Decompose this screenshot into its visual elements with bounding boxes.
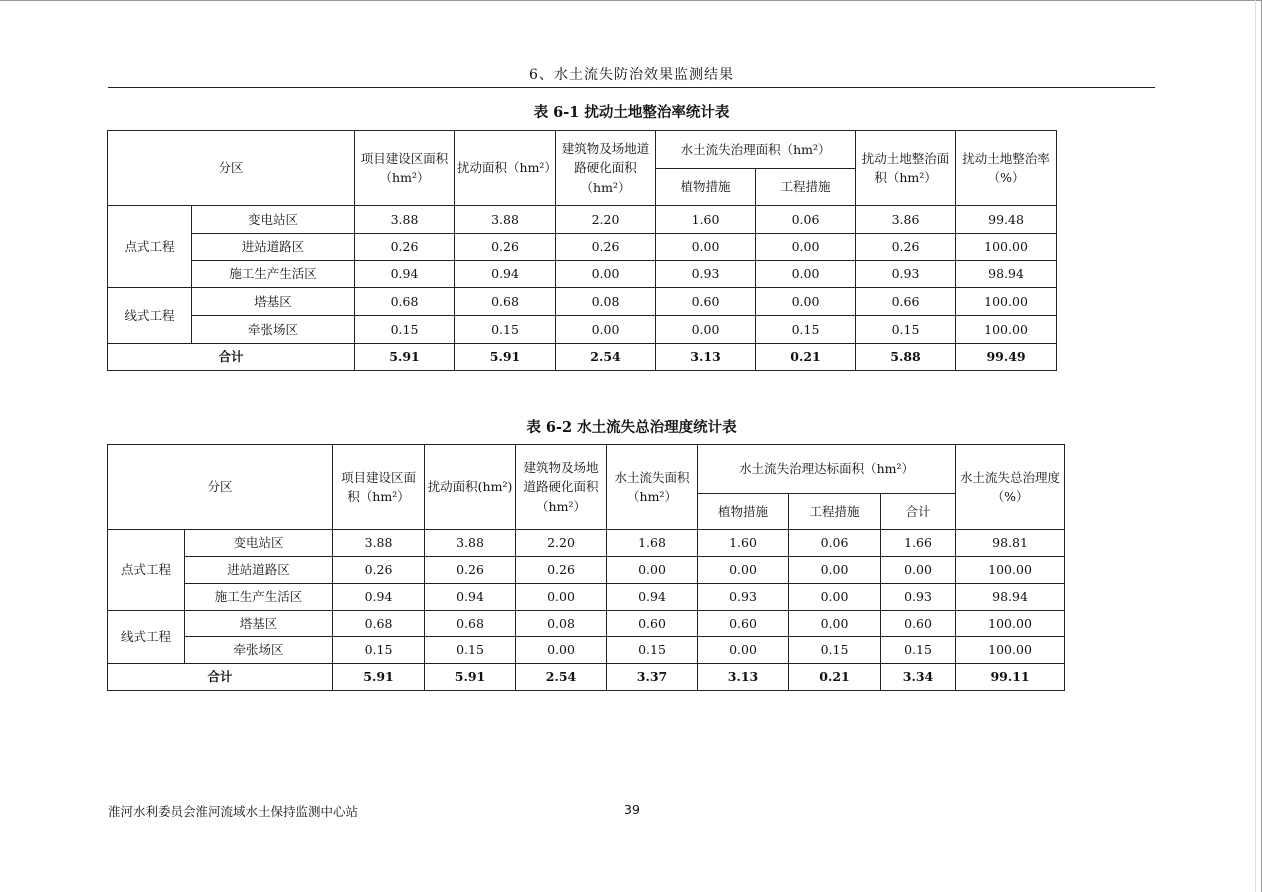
page-number: 39 [624, 802, 640, 817]
t2-zone: 变电站区 [185, 530, 333, 557]
t1-h-disturbed-area: 扰动面积（hm²） [455, 131, 556, 206]
t2-zone: 施工生产生活区 [185, 584, 333, 611]
t2-cell: 0.00 [881, 557, 956, 584]
t2-cell: 0.26 [516, 557, 607, 584]
t1-total-cell: 5.88 [856, 344, 956, 371]
t1-cell: 0.60 [656, 288, 756, 316]
table-row [108, 584, 1065, 611]
t2-cell: 0.93 [698, 584, 789, 611]
t2-group-line: 线式工程 [108, 611, 185, 664]
total-row [108, 344, 1057, 371]
t2-cell: 98.81 [956, 530, 1065, 557]
t1-total-label: 合计 [108, 344, 355, 371]
t1-cell: 0.00 [756, 261, 856, 288]
table-row [108, 234, 1057, 261]
t1-total-cell: 2.54 [556, 344, 656, 371]
page-border-right-inner [1255, 0, 1256, 892]
t2-zone: 塔基区 [185, 611, 333, 637]
t2-cell: 0.93 [881, 584, 956, 611]
t2-h-project-area: 项目建设区面积（hm²） [333, 445, 425, 530]
t1-cell: 0.15 [455, 316, 556, 344]
table1 [107, 130, 1057, 371]
t2-cell: 0.94 [425, 584, 516, 611]
t2-cell: 0.00 [789, 557, 881, 584]
t1-cell: 2.20 [556, 206, 656, 234]
t2-cell: 0.26 [425, 557, 516, 584]
t1-cell: 100.00 [956, 288, 1057, 316]
table-row [108, 288, 1057, 316]
t2-cell: 0.00 [516, 584, 607, 611]
t1-h-project-area: 项目建设区面积（hm²） [355, 131, 455, 206]
table-row [108, 637, 1065, 664]
t1-cell: 0.66 [856, 288, 956, 316]
t2-zone: 牵张场区 [185, 637, 333, 664]
t2-cell: 0.68 [333, 611, 425, 637]
t2-h-plant: 植物措施 [698, 494, 789, 530]
t2-cell: 100.00 [956, 611, 1065, 637]
t2-cell: 0.00 [698, 557, 789, 584]
t1-cell: 0.26 [856, 234, 956, 261]
t2-cell: 100.00 [956, 637, 1065, 664]
table2 [107, 444, 1065, 691]
t1-zone: 塔基区 [192, 288, 355, 316]
t1-zone: 牵张场区 [192, 316, 355, 344]
t1-cell: 3.88 [455, 206, 556, 234]
table-row [108, 261, 1057, 288]
t2-h-total-rate: 水土流失总治理度（%） [956, 445, 1065, 530]
t1-cell: 0.94 [355, 261, 455, 288]
t1-h-treated-group: 水土流失治理面积（hm²） [656, 131, 856, 169]
t1-h-engineering: 工程措施 [756, 169, 856, 206]
t2-cell: 0.94 [333, 584, 425, 611]
t2-cell: 0.08 [516, 611, 607, 637]
t1-zone: 施工生产生活区 [192, 261, 355, 288]
t1-cell: 98.94 [956, 261, 1057, 288]
t2-h-subtotal: 合计 [881, 494, 956, 530]
t1-cell: 0.68 [355, 288, 455, 316]
t1-total-cell: 99.49 [956, 344, 1057, 371]
t2-zone: 进站道路区 [185, 557, 333, 584]
t2-cell: 0.00 [607, 557, 698, 584]
t2-cell: 3.88 [425, 530, 516, 557]
t2-cell: 1.68 [607, 530, 698, 557]
t1-cell: 0.15 [355, 316, 455, 344]
t1-cell: 0.06 [756, 206, 856, 234]
t1-cell: 100.00 [956, 316, 1057, 344]
t2-total-cell: 3.34 [881, 664, 956, 691]
t2-cell: 0.60 [881, 611, 956, 637]
t1-group-point: 点式工程 [108, 206, 192, 288]
t1-group-line: 线式工程 [108, 288, 192, 344]
t2-cell: 0.15 [425, 637, 516, 664]
page-border-top [0, 0, 1262, 1]
t1-h-hardened-area: 建筑物及场地道路硬化面积（hm²） [556, 131, 656, 206]
t2-cell: 100.00 [956, 557, 1065, 584]
t2-cell: 0.06 [789, 530, 881, 557]
table2-caption: 表 6-2 水土流失总治理度统计表 [526, 419, 737, 436]
t2-cell: 0.15 [607, 637, 698, 664]
t2-cell: 1.66 [881, 530, 956, 557]
t2-cell: 98.94 [956, 584, 1065, 611]
table-row [108, 206, 1057, 234]
t1-zone: 进站道路区 [192, 234, 355, 261]
t2-cell: 0.60 [698, 611, 789, 637]
t1-cell: 0.15 [756, 316, 856, 344]
t1-h-plant: 植物措施 [656, 169, 756, 206]
table1-caption: 表 6-1 扰动土地整治率统计表 [533, 104, 730, 121]
t2-h-treated-group: 水土流失治理达标面积（hm²） [698, 445, 956, 494]
t2-cell: 0.26 [333, 557, 425, 584]
t1-cell: 0.00 [556, 316, 656, 344]
t2-total-cell: 5.91 [425, 664, 516, 691]
t2-total-cell: 2.54 [516, 664, 607, 691]
t2-group-point: 点式工程 [108, 530, 185, 611]
footer-organization: 淮河水利委员会淮河流域水土保持监测中心站 [108, 804, 359, 819]
table-row [108, 557, 1065, 584]
t2-total-cell: 99.11 [956, 664, 1065, 691]
t2-total-cell: 3.13 [698, 664, 789, 691]
t2-total-cell: 0.21 [789, 664, 881, 691]
t2-cell: 0.00 [789, 611, 881, 637]
t1-total-cell: 5.91 [455, 344, 556, 371]
t1-total-cell: 0.21 [756, 344, 856, 371]
total-row [108, 664, 1065, 691]
t2-cell: 1.60 [698, 530, 789, 557]
t2-cell: 0.15 [333, 637, 425, 664]
t1-h-rehab-rate: 扰动土地整治率（%） [956, 131, 1057, 206]
t2-cell: 0.94 [607, 584, 698, 611]
t1-cell: 0.68 [455, 288, 556, 316]
header-rule [108, 87, 1155, 88]
t2-h-hardened-area: 建筑物及场地道路硬化面积（hm²） [516, 445, 607, 530]
t2-cell: 0.68 [425, 611, 516, 637]
t1-cell: 0.00 [756, 234, 856, 261]
t2-cell: 2.20 [516, 530, 607, 557]
t1-h-rehab-area: 扰动土地整治面积（hm²） [856, 131, 956, 206]
t1-cell: 99.48 [956, 206, 1057, 234]
t1-cell: 0.26 [455, 234, 556, 261]
t2-total-cell: 3.37 [607, 664, 698, 691]
t2-h-disturbed-area: 扰动面积(hm²) [425, 445, 516, 530]
t1-cell: 0.15 [856, 316, 956, 344]
t1-cell: 0.93 [656, 261, 756, 288]
t1-cell: 0.26 [556, 234, 656, 261]
t1-cell: 3.86 [856, 206, 956, 234]
t2-cell: 0.00 [516, 637, 607, 664]
t1-cell: 0.08 [556, 288, 656, 316]
t2-cell: 0.00 [789, 584, 881, 611]
t1-cell: 0.00 [656, 316, 756, 344]
t1-cell: 0.26 [355, 234, 455, 261]
table-row [108, 530, 1065, 557]
section-header: 6、水土流失防治效果监测结果 [529, 67, 734, 83]
t2-cell: 0.00 [698, 637, 789, 664]
t2-h-zone: 分区 [108, 445, 333, 530]
t2-cell: 0.60 [607, 611, 698, 637]
t1-cell: 1.60 [656, 206, 756, 234]
t1-cell: 0.00 [656, 234, 756, 261]
t2-h-erosion-area: 水土流失面积（hm²） [607, 445, 698, 530]
t2-cell: 3.88 [333, 530, 425, 557]
t2-h-engineering: 工程措施 [789, 494, 881, 530]
table-row [108, 316, 1057, 344]
t1-cell: 0.00 [556, 261, 656, 288]
t1-cell: 0.93 [856, 261, 956, 288]
t1-cell: 0.00 [756, 288, 856, 316]
t1-cell: 0.94 [455, 261, 556, 288]
t2-total-label: 合计 [108, 664, 333, 691]
t2-cell: 0.15 [789, 637, 881, 664]
t2-total-cell: 5.91 [333, 664, 425, 691]
t1-h-zone: 分区 [108, 131, 355, 206]
t1-cell: 3.88 [355, 206, 455, 234]
t1-cell: 100.00 [956, 234, 1057, 261]
t1-total-cell: 3.13 [656, 344, 756, 371]
table-row [108, 611, 1065, 637]
t1-zone: 变电站区 [192, 206, 355, 234]
t2-cell: 0.15 [881, 637, 956, 664]
t1-total-cell: 5.91 [355, 344, 455, 371]
